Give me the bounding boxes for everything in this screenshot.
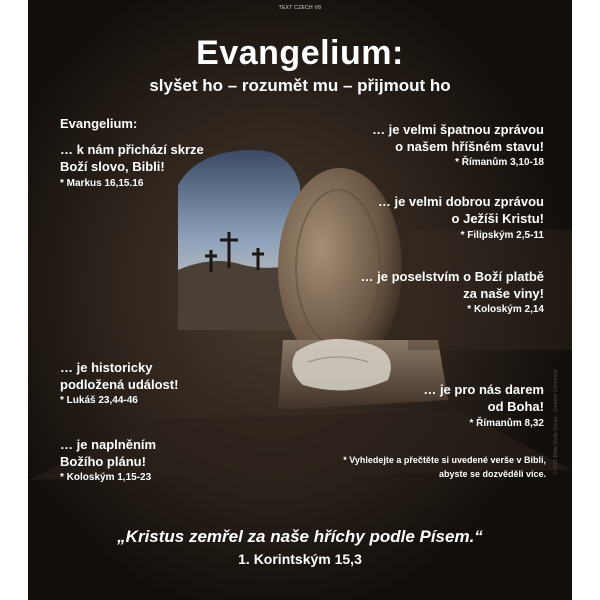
left-item-line: … k nám přichází skrze [60, 142, 204, 157]
right-item-ref: * Římanům 8,32 [469, 418, 544, 429]
left-item-line: … je naplněním [60, 437, 157, 452]
top-label: TEXT CZECH V8 [278, 5, 322, 11]
gospel-poster [28, 0, 572, 600]
bible-quote-reference: 1. Korintským 15,3 [238, 551, 362, 567]
left-item-ref: * Lukáš 23,44-46 [60, 395, 138, 406]
page-subtitle: slyšet ho – rozumět mu – přijmout ho [149, 76, 451, 95]
left-item-line: podložená událost! [60, 377, 179, 392]
left-item-ref: * Koloským 1,15-23 [60, 472, 152, 483]
side-credit: © 2021 Bible Study Group · Creative Commons [553, 369, 559, 475]
left-item-line: Božího plánu! [60, 454, 146, 469]
page-title: Evangelium: [196, 34, 404, 72]
right-item-line: o našem hříšném stavu! [395, 139, 544, 154]
right-item-ref: * Římanům 3,10-18 [455, 157, 544, 168]
right-item-ref: * Filipským 2,5-11 [460, 230, 544, 241]
right-item-line: … je poselstvím o Boží platbě [360, 269, 544, 284]
right-item-line: … je velmi špatnou zprávou [372, 122, 544, 137]
footnote-line: * Vyhledejte a přečtěte si uvedené verše v Bibli, [343, 455, 546, 465]
right-item-line: od Boha! [487, 399, 544, 414]
bible-quote: „Kristus zemřel za naše hříchy podle Písem.“ [117, 527, 483, 546]
right-item-line: … je velmi dobrou zprávou [377, 194, 544, 209]
footnote-line: abyste se dozvěděli více. [438, 469, 546, 479]
left-item-line: … je historicky [60, 360, 153, 375]
left-item-ref: * Markus 16,15.16 [60, 178, 144, 189]
right-item-line: … je pro nás darem [423, 382, 544, 397]
left-intro-heading: Evangelium: [60, 116, 138, 131]
right-item-line: o Ježíši Kristu! [451, 211, 544, 226]
right-item-line: za naše viny! [463, 286, 544, 301]
left-item-line: Boží slovo, Bibli! [60, 159, 165, 174]
right-item-ref: * Koloským 2,14 [467, 304, 544, 315]
